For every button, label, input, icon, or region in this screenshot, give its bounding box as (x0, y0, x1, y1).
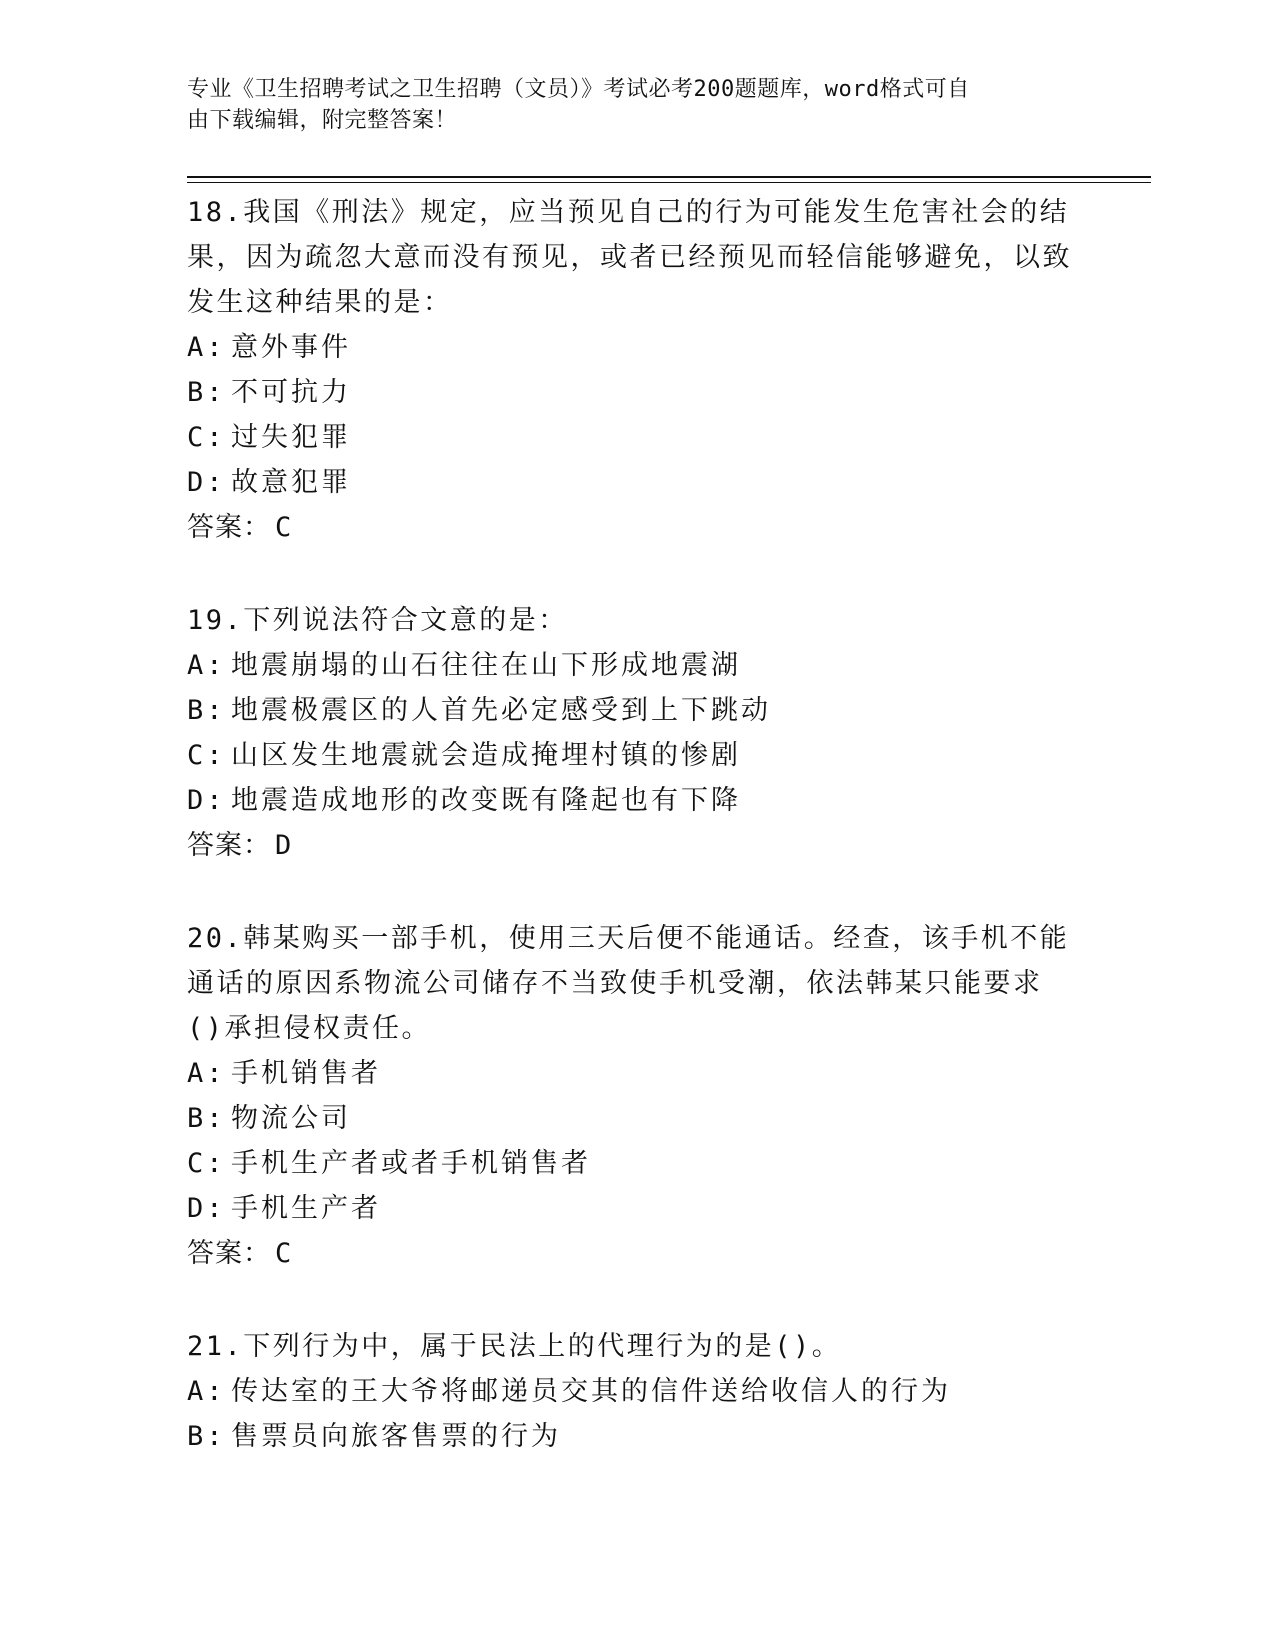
option-text: 地震造成地形的改变既有隆起也有下降 (231, 785, 741, 816)
option-b (187, 688, 1087, 733)
option-letter: A: (187, 1058, 226, 1089)
question-list (187, 190, 1087, 1459)
option-b (187, 1414, 1087, 1459)
option-text: 传达室的王大爷将邮递员交其的信件送给收信人的行为 (231, 1376, 951, 1407)
option-letter: B: (187, 377, 226, 408)
question-18 (187, 190, 1087, 550)
question-text: 19.下列说法符合文意的是： (187, 605, 568, 636)
header-line-2: 由下载编辑，附完整答案！ (187, 108, 458, 133)
answer-value: C (275, 512, 293, 543)
answer-label: 答案： (187, 512, 271, 543)
question-text: 20.韩某购买一部手机，使用三天后便不能通话。经查，该手机不能通话的原因系物流公司储存不当致使手机受潮，依法韩某只能要求()承担侵权责任。 (187, 923, 1070, 1044)
option-text: 手机生产者 (231, 1193, 381, 1224)
option-d (187, 1186, 1087, 1231)
header-line-1: 专业《卫生招聘考试之卫生招聘（文员）》考试必考200题题库，word格式可自 (187, 77, 970, 102)
option-letter: C: (187, 1148, 226, 1179)
option-letter: B: (187, 1421, 226, 1452)
header-rule-thick (187, 176, 1151, 178)
option-letter: B: (187, 1103, 226, 1134)
option-text: 物流公司 (231, 1103, 351, 1134)
option-letter: C: (187, 422, 226, 453)
option-letter: A: (187, 650, 226, 681)
option-letter: A: (187, 332, 226, 363)
question-text: 18.我国《刑法》规定，应当预见自己的行为可能发生危害社会的结果，因为疏忽大意而没有预见，或者已经预见而轻信能够避免，以致发生这种结果的是： (187, 197, 1072, 318)
question-text: 21.下列行为中，属于民法上的代理行为的是()。 (187, 1331, 842, 1362)
option-letter: D: (187, 1193, 226, 1224)
question-21 (187, 1324, 1087, 1459)
option-text: 售票员向旅客售票的行为 (231, 1421, 561, 1452)
question-19 (187, 598, 1087, 868)
option-text: 地震极震区的人首先必定感受到上下跳动 (231, 695, 771, 726)
option-letter: B: (187, 695, 226, 726)
option-text: 山区发生地震就会造成掩埋村镇的惨剧 (231, 740, 741, 771)
answer (187, 505, 1087, 550)
option-a (187, 643, 1087, 688)
option-d (187, 778, 1087, 823)
option-text: 地震崩塌的山石往往在山下形成地震湖 (231, 650, 741, 681)
option-d (187, 460, 1087, 505)
answer-value: D (275, 830, 293, 861)
answer-label: 答案： (187, 830, 271, 861)
option-text: 故意犯罪 (231, 467, 351, 498)
answer-label: 答案： (187, 1238, 271, 1269)
option-text: 过失犯罪 (231, 422, 351, 453)
option-text: 意外事件 (231, 332, 351, 363)
header-rule-thin (187, 182, 1151, 183)
option-letter: D: (187, 785, 226, 816)
document-header (187, 74, 1067, 136)
option-a (187, 325, 1087, 370)
option-a (187, 1369, 1087, 1414)
option-letter: A: (187, 1376, 226, 1407)
question-20 (187, 916, 1087, 1276)
option-c (187, 1141, 1087, 1186)
answer (187, 1231, 1087, 1276)
option-text: 手机生产者或者手机销售者 (231, 1148, 591, 1179)
option-b (187, 1096, 1087, 1141)
answer-value: C (275, 1238, 293, 1269)
option-c (187, 415, 1087, 460)
option-letter: D: (187, 467, 226, 498)
option-letter: C: (187, 740, 226, 771)
option-text: 不可抗力 (231, 377, 351, 408)
option-text: 手机销售者 (231, 1058, 381, 1089)
option-c (187, 733, 1087, 778)
option-a (187, 1051, 1087, 1096)
option-b (187, 370, 1087, 415)
answer (187, 823, 1087, 868)
